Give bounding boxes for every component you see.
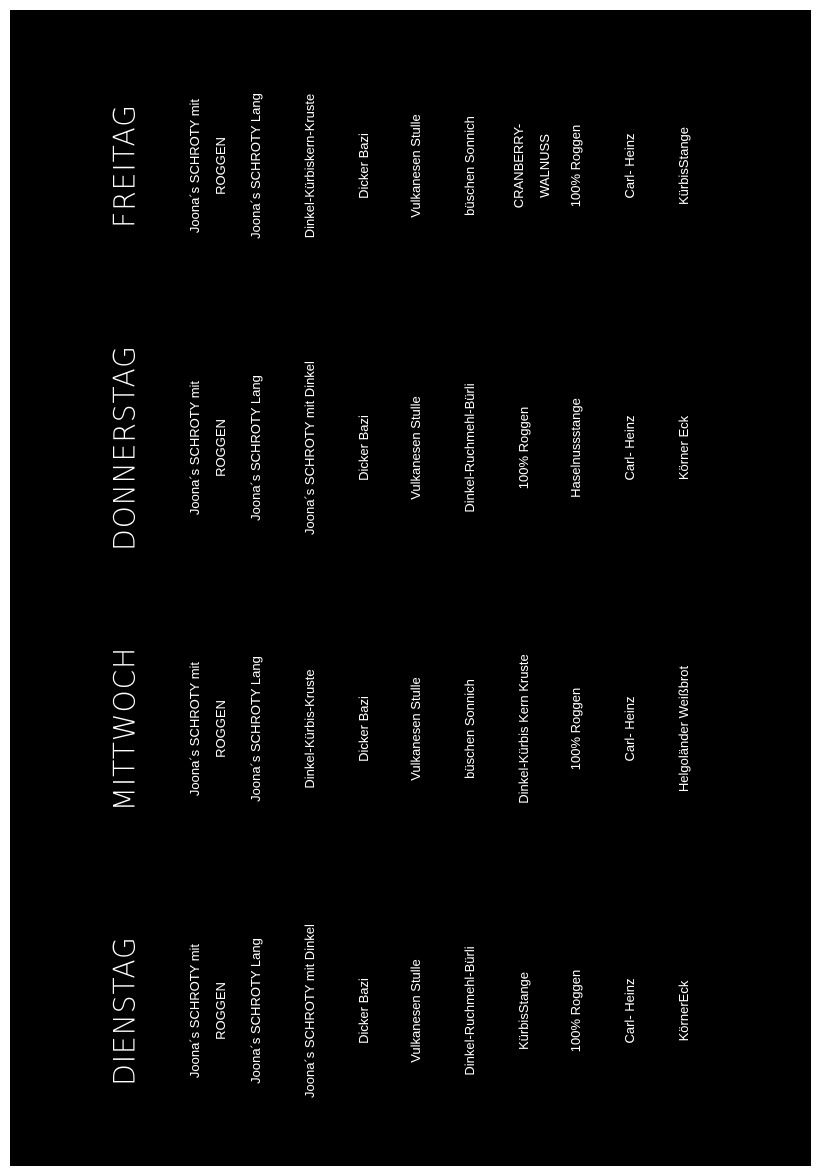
menu-item: Joona´s SCHROTY mit ROGGEN [187,943,228,1079]
day-title: DIENSTAG [107,936,142,1086]
menu-item: Vulkanesen Stulle [408,959,423,1063]
menu-item: CRANBERRY- WALNUSS [511,123,552,209]
menu-item: Joona´s SCHROTY mit Dinkel [302,361,317,535]
day-title: DONNERSTAG [107,345,142,551]
menu-item: büschen Sonnich [462,116,477,216]
menu-item: KürbisStange [516,971,531,1051]
menu-item: 100% Roggen [516,406,531,490]
menu-item: Dinkel-Kürbis-Kruste [302,669,317,789]
menu-item: Vulkanesen Stulle [408,677,423,781]
day-title: MITTWOCH [107,646,142,812]
menu-item: Dicker Bazi [356,415,371,481]
menu-item: Joona´s SCHROTY Lang [248,93,263,239]
menu-item: Carl- Heinz [622,696,637,762]
menu-item: Carl- Heinz [622,133,637,199]
day-column-mittwoch [10,579,811,879]
menu-item: Dinkel-Kürbis Kern Kruste [516,654,531,804]
menu-item: büschen Sonnich [462,679,477,779]
menu-item: Dinkel-Ruchmehl-Bürli [462,946,477,1076]
menu-item: KürbisStange [676,126,691,206]
menu-item: Vulkanesen Stulle [408,114,423,218]
menu-item: Joona´s SCHROTY Lang [248,656,263,802]
menu-item: Joona´s SCHROTY Lang [248,938,263,1084]
menu-item: 100% Roggen [568,124,583,208]
menu-item: Joona´s SCHROTY Lang [248,375,263,521]
day-column-freitag [10,16,811,316]
menu-item: Joona´s SCHROTY mit ROGGEN [187,380,228,516]
menu-item: Helgoländer Weißbrot [676,665,691,793]
menu-item: Dinkel-Ruchmehl-Bürli [462,383,477,513]
menu-item: Joona´s SCHROTY mit ROGGEN [187,661,228,797]
menu-item: KörnerEck [676,980,691,1042]
menu-item: Carl- Heinz [622,415,637,481]
menu-item: Dinkel-Kürbiskern-Kruste [302,93,317,239]
menu-item: Vulkanesen Stulle [408,396,423,500]
menu-item: 100% Roggen [568,687,583,771]
menu-board [10,10,811,1166]
menu-item: Haselnussstange [568,398,583,498]
menu-item: Körner Eck [676,415,691,481]
menu-item: Carl- Heinz [622,978,637,1044]
rotated-menu-canvas [10,10,811,1166]
menu-item: Joona´s SCHROTY mit Dinkel [302,924,317,1098]
menu-item: Dicker Bazi [356,696,371,762]
day-title: FREITAG [107,104,142,228]
menu-item: 100% Roggen [568,969,583,1053]
menu-item: Dicker Bazi [356,133,371,199]
day-column-dienstag [10,861,811,1161]
day-column-donnerstag [10,298,811,598]
menu-item: Dicker Bazi [356,978,371,1044]
menu-item: Joona´s SCHROTY mit ROGGEN [187,98,228,234]
